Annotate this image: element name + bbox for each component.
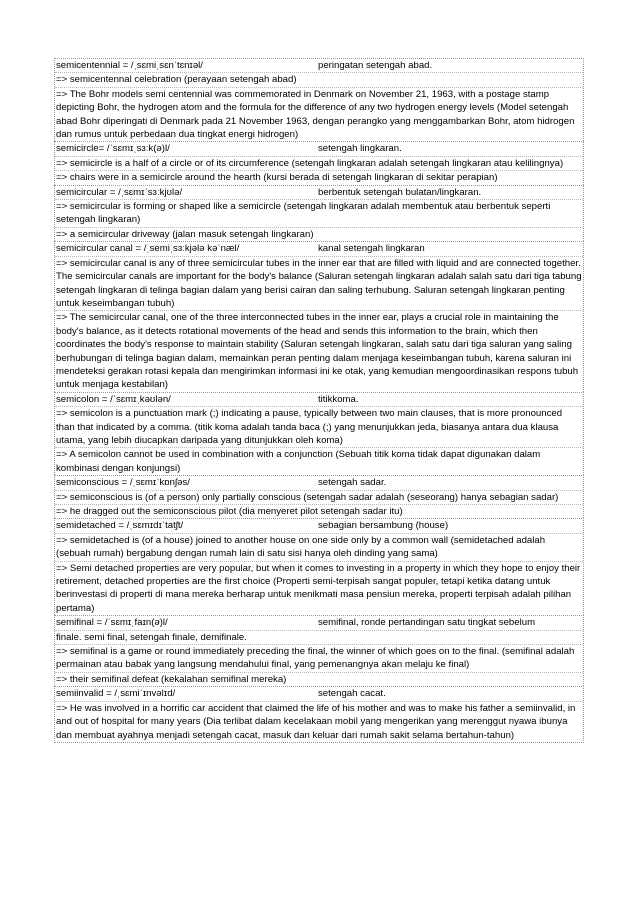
entry-term: semicolon = /ˈsɛmɪˌkəʊlən/ [56, 393, 171, 405]
entry-example: => a semicircular driveway (jalan masuk setengah lingkaran) [56, 228, 314, 240]
entry-example: => The semicircular canal, one of the three interconnected tubes in the inner ear, plays a crucial role in maintaining the body's balance, as it detects rotational movements of the head and sends this information to the brain, which then coordinates the body's response to maintain stability (Saluran setengah lingkaran, salah satu dari tiga saluran yang saling berhubungan di telinga bagian dalam, memainkan peran penting dalam menjaga keseimbangan tubuh, karena saluran ini mendeteksi gerakan rotasi kepala dan mengirimkan informasi ini ke otak, yang kemudian mengoordinasikan respons tubuh untuk menjaga kestabilan) [56, 312, 579, 391]
entry-definition: kanal setengah lingkaran [318, 243, 425, 255]
entry-term: semifinal = /ˈsɛmɪˌfaɪn(ə)l/ [56, 617, 168, 629]
entry-header [55, 393, 583, 407]
entry-example: => The Bohr models semi centennial was commemorated in Denmark on November 21, 1963, with a postage stamp depicting Bohr, the hydrogen atom and the formula for the difference of any two hydrogen energy levels (Model setengah abad Bohr diperingati di Denmark pada 21 November 1963, dengan perangko yang menggambarkan Bohr, atom hidrogen dan rumus untuk perbedaan dua tingkat energi hidrogen) [56, 88, 575, 141]
entry-definition: setengah sadar. [318, 477, 387, 489]
glossary-entry [54, 518, 584, 615]
entry-example: => semidetached is (of a house) joined to another house on one side only by a common wall (semidetached adalah (sebuah rumah) bergabung dengan rumah lain di satu sisi hanya oleh dinding yang sama) [55, 534, 583, 562]
entry-example: => he dragged out the semiconscious pilot (dia menyeret pilot setengah sadar itu) [56, 506, 403, 517]
entry-example: => semicircular is forming or shaped like a semicircle (setengah lingkaran adalah membentuk atau berbentuk seperti setengah lingkaran) [55, 200, 583, 228]
glossary-entry [54, 392, 584, 475]
entry-header [55, 616, 583, 630]
entry-example: => Semi detached properties are very popular, but when it comes to investing in a property in which they hope to enjoy their retirement, detached properties are the first choice (Properti semi-terpisah sangat populer, tetapi ketika datang untuk berinvestasi di properti di mana mereka berharap untuk menikmati masa pensiun mereka, properti terpisah adalah pilihan pertama) [56, 562, 581, 614]
entry-definition: titikkoma. [318, 393, 359, 405]
glossary-entry [54, 241, 584, 391]
entry-term: semicentennial = /ˌsɛmiˌsɛnˈtɛnɪəl/ [56, 60, 203, 71]
entry-example: => semicircle is a half of a circle or of its circumference (setengah lingkaran adalah setengah lingkaran atau kelilingnya) [55, 157, 583, 171]
entry-example: => semifinal is a game or round immediately preceding the final, the winner of which goes on to the final. (semifinal adalah permainan atau babak yang langsung mendahului final, yang pemenangnya akan melaju ke final) [55, 645, 583, 673]
entry-example: => semicentennal celebration (perayaan setengah abad) [55, 73, 583, 87]
glossary-entry [54, 185, 584, 242]
entry-header [55, 142, 583, 156]
glossary-entry [54, 58, 584, 141]
entry-header [55, 242, 583, 256]
entry-term: semicircular = /ˌsɛmɪˈsɜːkjʊlə/ [56, 186, 183, 198]
entry-term: semicircle= /ˈsɛmɪˌsɜːk(ə)l/ [56, 143, 170, 155]
glossary-entry [54, 475, 584, 518]
entry-header [55, 519, 583, 533]
entry-example: => semicolon is a punctuation mark (;) indicating a pause, typically between two main clauses, that is more pronounced than that indicated by a comma. (titik koma adalah tanda baca (;) yang menunjukkan jeda, biasanya antara dua klausa utama, yang lebih diucapkan daripada yang ditunjukkan oleh koma) [55, 407, 583, 448]
entry-term: semiinvalid = /ˌsɛmiˈɪnvəlɪd/ [56, 688, 176, 700]
entry-definition: peringatan setengah abad. [318, 60, 433, 71]
glossary-entry [54, 686, 584, 743]
entry-header [55, 59, 583, 73]
entry-header [55, 687, 583, 701]
entry-term: semicircular canal = /ˌsemiˌsɜːkjələ kəˈnæl/ [56, 243, 240, 255]
entry-header [55, 476, 583, 490]
glossary-entry [54, 615, 584, 686]
entry-definition: sebagian bersambung (house) [318, 520, 449, 532]
entry-header [55, 186, 583, 200]
entry-example: => their semifinal defeat (kekalahan semifinal mereka) [56, 673, 287, 685]
entry-term: semiconscious = /ˌsɛmɪˈkɒnʃəs/ [56, 477, 190, 489]
entry-term: semidetached = /ˌsɛmɪdɪˈtatʃt/ [56, 520, 184, 532]
entry-example: => chairs were in a semicircle around the hearth (kursi berada di setengah lingkaran di sekitar perapian) [56, 172, 498, 184]
glossary-entry [54, 141, 584, 184]
entry-definition: semifinal, ronde pertandingan satu tingkat sebelum [318, 617, 536, 629]
glossary-document [54, 58, 584, 743]
entry-example: => He was involved in a horrific car accident that claimed the life of his mother and was to make his father a semiinvalid, in and out of hospital for many years (Dia terlibat dalam kecelakaan mobil yang mengerikan yang merenggut nyawa ibunya dan membuat ayahnya menjadi setengah cacat, masuk dan keluar dari rumah sakit selama bertahun-tahun) [56, 702, 576, 741]
entry-definition: setengah cacat. [318, 688, 386, 700]
entry-definition: berbentuk setengah bulatan/lingkaran. [318, 186, 482, 198]
entry-example: => semiconscious is (of a person) only partially conscious (setengah sadar adalah (seseorang) hanya sebagian sadar) [55, 491, 583, 505]
entry-example: => semicircular canal is any of three semicircular tubes in the inner ear that are filled with liquid and are connected together. The semicircular canals are important for the body's balance (Saluran setengah lingkaran adalah salah satu dari tiga tabung setengah lingkaran di telinga bagian dalam yang berisi cairan dan saling terhubung. Saluran setengah lingkaran penting untuk keseimbangan tubuh) [55, 257, 583, 312]
entry-example: => A semicolon cannot be used in combination with a conjunction (Sebuah titik koma tidak dapat digunakan dalam kombinasi dengan konjungsi) [56, 449, 541, 474]
entry-example: finale. semi final, setengah finale, demifinale. [55, 631, 583, 645]
entry-definition: setengah lingkaran. [318, 143, 402, 155]
